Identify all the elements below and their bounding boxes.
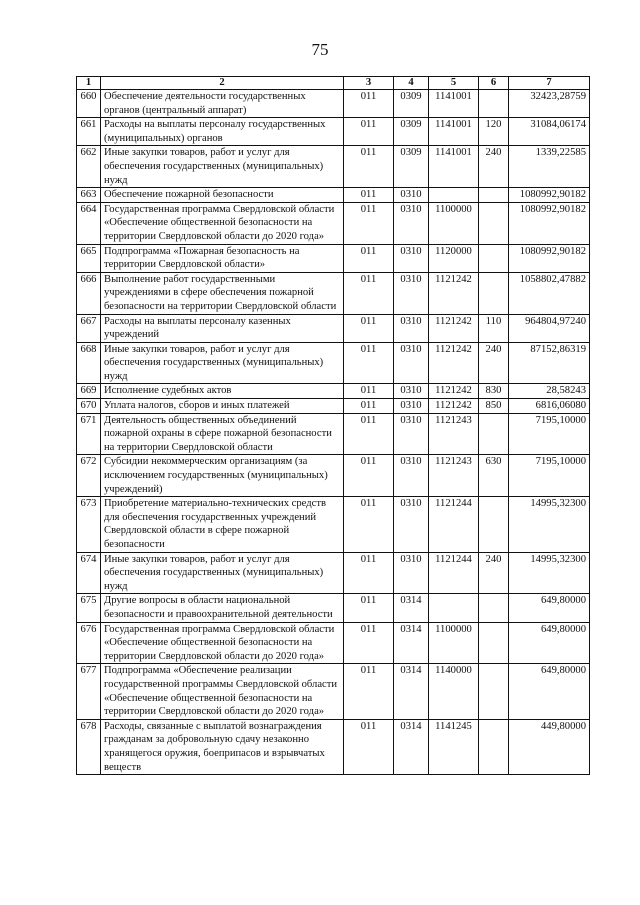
code-col3: 011: [344, 202, 394, 244]
code-col5: 1121242: [429, 342, 479, 384]
row-sum: 1080992,90182: [509, 202, 590, 244]
code-col6: [479, 244, 509, 272]
code-col3: 011: [344, 272, 394, 314]
code-col6: 630: [479, 455, 509, 497]
code-col3: 011: [344, 399, 394, 414]
row-name: Расходы на выплаты персоналу государственных (муниципальных) органов: [101, 118, 344, 146]
code-col4: 0310: [394, 244, 429, 272]
row-number: 674: [77, 552, 101, 594]
code-col3: 011: [344, 622, 394, 664]
column-header: 6: [479, 77, 509, 90]
code-col5: 1121242: [429, 272, 479, 314]
code-col6: [479, 497, 509, 552]
row-name: Деятельность общественных объединений пожарной охраны в сфере пожарной безопасности на территории Свердловской области: [101, 413, 344, 455]
code-col6: [479, 413, 509, 455]
code-col6: 240: [479, 146, 509, 188]
row-name: Другие вопросы в области национальной безопасности и правоохранительной деятельности: [101, 594, 344, 622]
row-number: 667: [77, 314, 101, 342]
column-header: 5: [429, 77, 479, 90]
row-sum: 1080992,90182: [509, 188, 590, 203]
code-col6: 110: [479, 314, 509, 342]
column-header: 7: [509, 77, 590, 90]
code-col6: [479, 594, 509, 622]
row-sum: 649,80000: [509, 664, 590, 719]
code-col5: 1141001: [429, 146, 479, 188]
table-row: [77, 455, 590, 497]
table-row: [77, 118, 590, 146]
code-col4: 0310: [394, 384, 429, 399]
code-col3: 011: [344, 314, 394, 342]
code-col5: 1120000: [429, 244, 479, 272]
row-name: Обеспечение деятельности государственных органов (центральный аппарат): [101, 90, 344, 118]
table-row: [77, 202, 590, 244]
code-col6: [479, 622, 509, 664]
row-name: Исполнение судебных актов: [101, 384, 344, 399]
row-name: Расходы на выплаты персоналу казенных учреждений: [101, 314, 344, 342]
code-col4: 0310: [394, 314, 429, 342]
code-col5: 1121243: [429, 413, 479, 455]
code-col4: 0309: [394, 90, 429, 118]
code-col3: 011: [344, 384, 394, 399]
row-name: Субсидии некоммерческим организациям (за исключением государственных (муниципальных) учреждений): [101, 455, 344, 497]
code-col3: 011: [344, 664, 394, 719]
column-header: 3: [344, 77, 394, 90]
row-name: Обеспечение пожарной безопасности: [101, 188, 344, 203]
row-number: 661: [77, 118, 101, 146]
row-number: 675: [77, 594, 101, 622]
table-row: [77, 90, 590, 118]
row-number: 669: [77, 384, 101, 399]
code-col4: 0310: [394, 202, 429, 244]
row-sum: 14995,32300: [509, 497, 590, 552]
row-number: 678: [77, 719, 101, 774]
row-sum: 449,80000: [509, 719, 590, 774]
code-col3: 011: [344, 146, 394, 188]
table-row: [77, 384, 590, 399]
code-col3: 011: [344, 413, 394, 455]
code-col6: [479, 664, 509, 719]
code-col3: 011: [344, 118, 394, 146]
row-sum: 1058802,47882: [509, 272, 590, 314]
table-row: [77, 719, 590, 774]
column-header: 4: [394, 77, 429, 90]
code-col6: [479, 202, 509, 244]
code-col5: 1100000: [429, 202, 479, 244]
code-col5: 1121244: [429, 497, 479, 552]
code-col4: 0309: [394, 118, 429, 146]
code-col5: 1121243: [429, 455, 479, 497]
table-row: [77, 188, 590, 203]
table-header-row: [77, 77, 590, 90]
column-header: 1: [77, 77, 101, 90]
code-col4: 0314: [394, 594, 429, 622]
table-row: [77, 146, 590, 188]
row-sum: 7195,10000: [509, 413, 590, 455]
code-col6: [479, 272, 509, 314]
table-row: [77, 497, 590, 552]
row-name: Подпрограмма «Обеспечение реализации государственной программы Свердловской области «Обеспечение общественной безопасности на территории Свердловской области до 2020 года»: [101, 664, 344, 719]
row-number: 673: [77, 497, 101, 552]
table-row: [77, 594, 590, 622]
row-name: Выполнение работ государственными учреждениями в сфере обеспечения пожарной безопасности на территории Свердловской области: [101, 272, 344, 314]
code-col6: 120: [479, 118, 509, 146]
row-sum: 7195,10000: [509, 455, 590, 497]
code-col4: 0314: [394, 664, 429, 719]
code-col5: 1141245: [429, 719, 479, 774]
table-row: [77, 552, 590, 594]
code-col5: 1121242: [429, 399, 479, 414]
row-name: Приобретение материально-технических средств для обеспечения государственных учреждений Свердловской области в сфере пожарной безопасности: [101, 497, 344, 552]
row-number: 668: [77, 342, 101, 384]
table-row: [77, 342, 590, 384]
table-row: [77, 664, 590, 719]
code-col5: [429, 594, 479, 622]
code-col5: 1121242: [429, 384, 479, 399]
row-name: Иные закупки товаров, работ и услуг для обеспечения государственных (муниципальных) нужд: [101, 342, 344, 384]
code-col3: 011: [344, 90, 394, 118]
code-col4: 0310: [394, 413, 429, 455]
code-col5: 1141001: [429, 90, 479, 118]
row-name: Государственная программа Свердловской области «Обеспечение общественной безопасности на территории Свердловской области до 2020 года»: [101, 202, 344, 244]
row-number: 671: [77, 413, 101, 455]
row-sum: 649,80000: [509, 622, 590, 664]
code-col4: 0310: [394, 455, 429, 497]
code-col4: 0310: [394, 497, 429, 552]
row-number: 670: [77, 399, 101, 414]
column-header: 2: [101, 77, 344, 90]
row-number: 664: [77, 202, 101, 244]
code-col4: 0314: [394, 622, 429, 664]
page-number: 75: [311, 40, 329, 59]
code-col4: 0310: [394, 272, 429, 314]
row-sum: 14995,32300: [509, 552, 590, 594]
table-row: [77, 272, 590, 314]
code-col5: 1141001: [429, 118, 479, 146]
code-col3: 011: [344, 455, 394, 497]
code-col3: 011: [344, 594, 394, 622]
code-col3: 011: [344, 188, 394, 203]
row-name: Иные закупки товаров, работ и услуг для обеспечения государственных (муниципальных) нужд: [101, 146, 344, 188]
table-row: [77, 314, 590, 342]
code-col4: 0310: [394, 342, 429, 384]
row-number: 665: [77, 244, 101, 272]
row-name: Государственная программа Свердловской области «Обеспечение общественной безопасности на территории Свердловской области до 2020 года»: [101, 622, 344, 664]
code-col3: 011: [344, 497, 394, 552]
code-col6: [479, 188, 509, 203]
code-col3: 011: [344, 244, 394, 272]
row-name: Подпрограмма «Пожарная безопасность на территории Свердловской области»: [101, 244, 344, 272]
row-number: 666: [77, 272, 101, 314]
code-col5: 1100000: [429, 622, 479, 664]
budget-table: [76, 76, 590, 775]
code-col3: 011: [344, 552, 394, 594]
code-col6: [479, 719, 509, 774]
row-name: Расходы, связанные с выплатой вознаграждения гражданам за добровольную сдачу незаконно хранящегося оружия, боеприпасов и взрывчатых веществ: [101, 719, 344, 774]
table-row: [77, 622, 590, 664]
row-number: 662: [77, 146, 101, 188]
row-sum: 1339,22585: [509, 146, 590, 188]
row-name: Иные закупки товаров, работ и услуг для обеспечения государственных (муниципальных) нужд: [101, 552, 344, 594]
row-sum: 649,80000: [509, 594, 590, 622]
row-sum: 6816,06080: [509, 399, 590, 414]
row-sum: 31084,06174: [509, 118, 590, 146]
row-sum: 87152,86319: [509, 342, 590, 384]
table-row: [77, 399, 590, 414]
code-col3: 011: [344, 342, 394, 384]
code-col5: [429, 188, 479, 203]
code-col4: 0309: [394, 146, 429, 188]
row-sum: 32423,28759: [509, 90, 590, 118]
code-col4: 0310: [394, 399, 429, 414]
row-number: 660: [77, 90, 101, 118]
table-body: [77, 90, 590, 775]
row-number: 672: [77, 455, 101, 497]
code-col5: 1121242: [429, 314, 479, 342]
code-col5: 1121244: [429, 552, 479, 594]
code-col5: 1140000: [429, 664, 479, 719]
row-number: 676: [77, 622, 101, 664]
code-col4: 0310: [394, 188, 429, 203]
row-name: Уплата налогов, сборов и иных платежей: [101, 399, 344, 414]
code-col6: 850: [479, 399, 509, 414]
row-sum: 28,58243: [509, 384, 590, 399]
row-number: 677: [77, 664, 101, 719]
code-col6: 240: [479, 342, 509, 384]
code-col6: 240: [479, 552, 509, 594]
code-col6: 830: [479, 384, 509, 399]
code-col6: [479, 90, 509, 118]
code-col4: 0314: [394, 719, 429, 774]
table-row: [77, 413, 590, 455]
code-col3: 011: [344, 719, 394, 774]
row-sum: 964804,97240: [509, 314, 590, 342]
row-number: 663: [77, 188, 101, 203]
row-sum: 1080992,90182: [509, 244, 590, 272]
table-row: [77, 244, 590, 272]
code-col4: 0310: [394, 552, 429, 594]
